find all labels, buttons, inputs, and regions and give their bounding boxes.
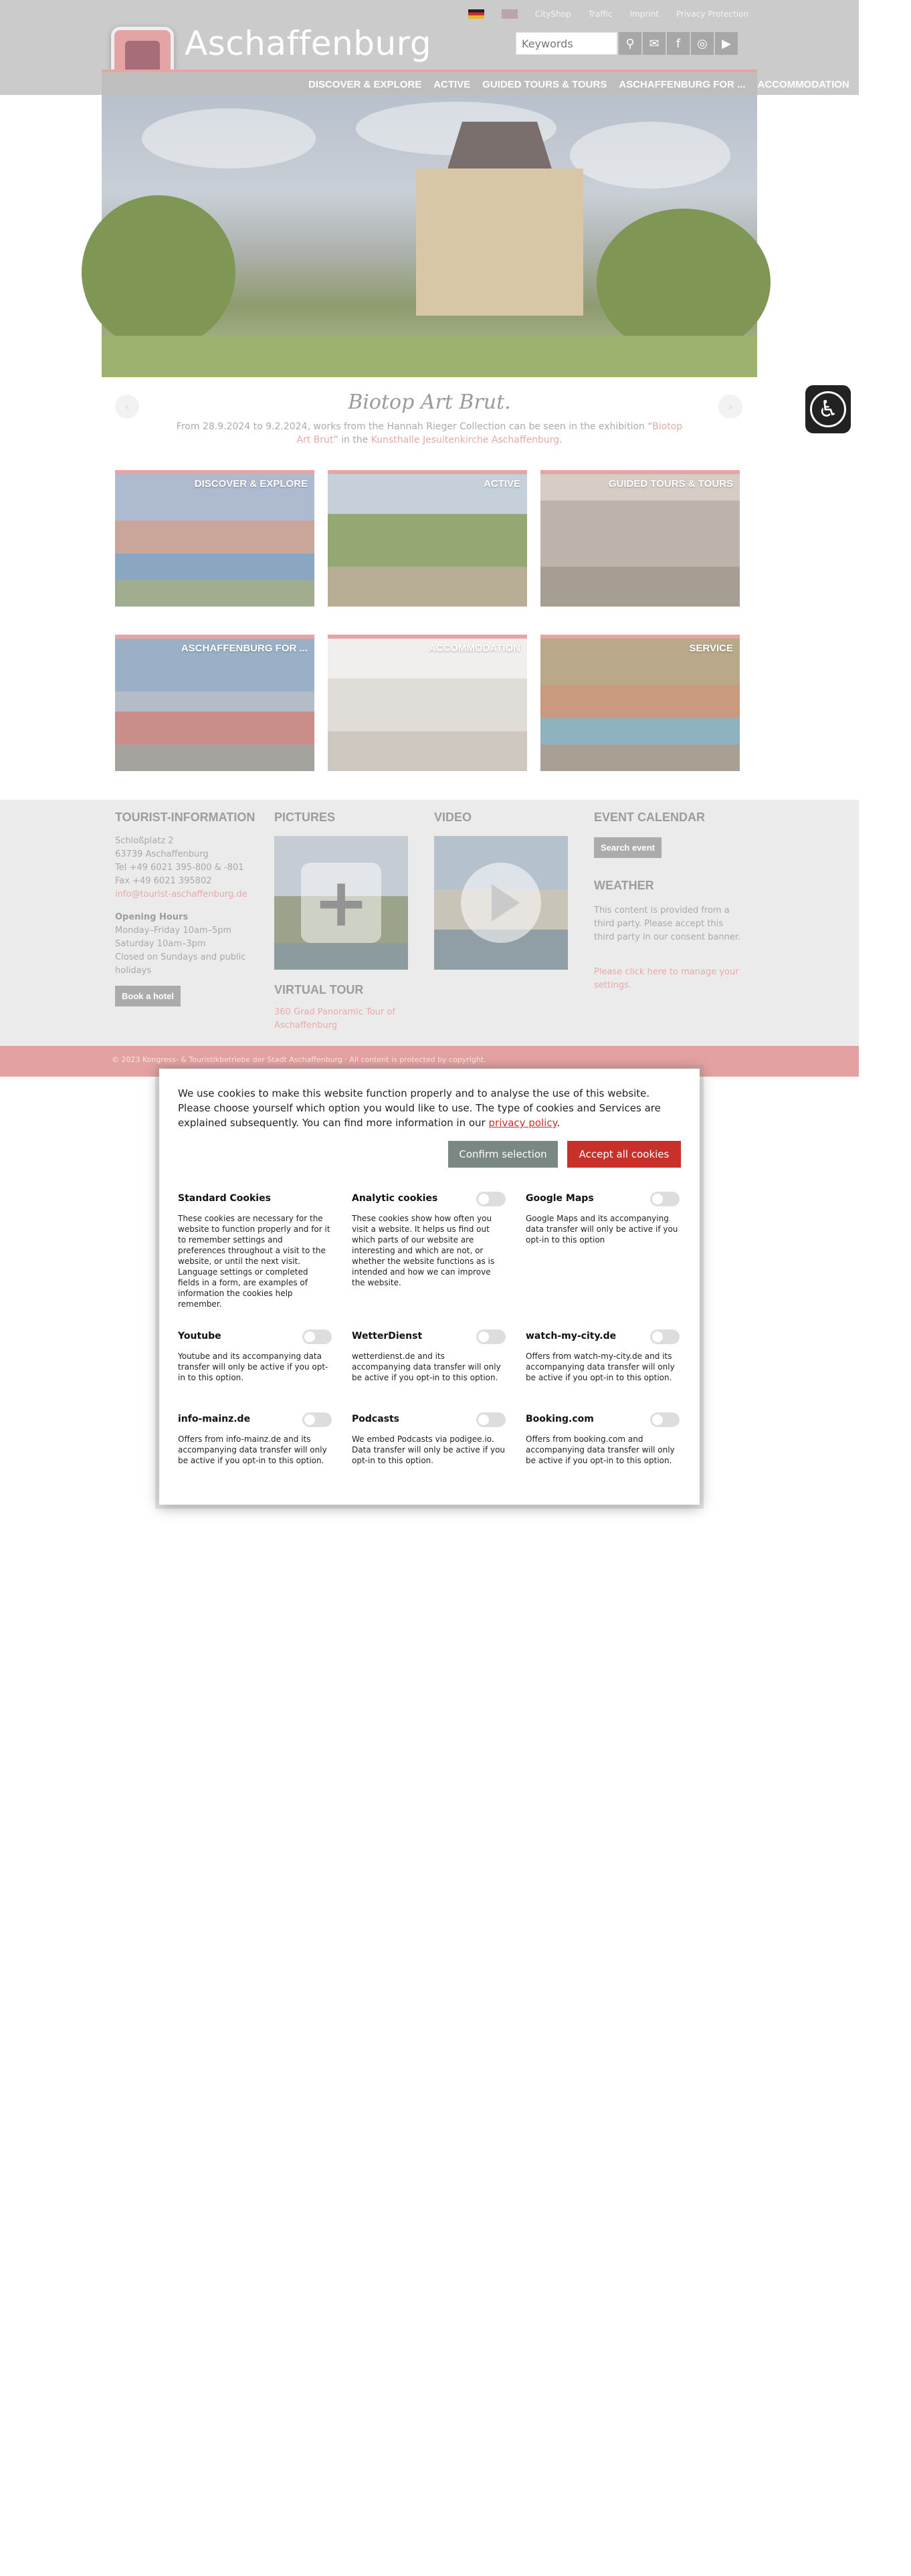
top-links (468, 9, 748, 19)
tile-discover[interactable] (115, 470, 314, 607)
accessibility-icon: ♿ (810, 391, 846, 427)
cookie-consent-dialog (159, 1069, 700, 1505)
tile-guided-tours[interactable] (540, 470, 740, 607)
address-line: Schloßplatz 2 (115, 836, 174, 846)
tile-label: SERVICE (689, 643, 733, 654)
accessibility-button[interactable] (805, 385, 851, 433)
cookie-category-analytic (352, 1193, 506, 1288)
accept-all-cookies-button[interactable]: Accept all cookies (567, 1141, 681, 1168)
cookie-category-desc: Youtube and its accompanying data transfer will only be active if you opt-in to this option. (178, 1352, 328, 1382)
pictures-heading: PICTURES (274, 811, 336, 824)
teaser-text-part: . (559, 435, 563, 445)
teaser-text-part: From 28.9.2024 to 9.2.2024, works from the Hannah Rieger Collection can be seen in the exhibition “ (176, 421, 653, 432)
youtube-icon[interactable]: ▶ (715, 32, 738, 55)
cookie-intro-part: . (556, 1117, 561, 1129)
nav-discover[interactable]: DISCOVER & EXPLORE (308, 79, 422, 90)
search-input[interactable] (516, 32, 617, 55)
cookie-category-title: WetterDienst (352, 1331, 423, 1341)
podcasts-toggle[interactable] (476, 1412, 506, 1427)
pictures-gallery-thumbnail[interactable] (274, 836, 408, 970)
copyright-text: © 2023 Kongress- & Touristikbetriebe der Stadt Aschaffenburg · All content is protected by copyright. (112, 1055, 486, 1064)
cookie-intro-text (178, 1086, 680, 1130)
cookie-category-desc: wetterdienst.de and its accompanying data transfer will only be active if you opt-in to this option. (352, 1352, 501, 1382)
cookie-category-title: Google Maps (526, 1193, 594, 1204)
slider-prev-arrow-icon[interactable]: ‹ (115, 395, 139, 419)
tile-accommodation[interactable] (328, 635, 527, 771)
google-maps-toggle[interactable] (650, 1192, 680, 1206)
tile-label: ACTIVE (483, 478, 520, 490)
cookie-category-booking (526, 1414, 680, 1466)
english-flag-icon[interactable] (502, 9, 518, 19)
nav-active[interactable]: ACTIVE (433, 79, 471, 90)
cookie-category-google-maps (526, 1193, 680, 1245)
site-logo-text[interactable]: Aschaffenburg (185, 24, 432, 63)
info-mainz-toggle[interactable] (302, 1412, 332, 1427)
link-privacy[interactable]: Privacy Protection (676, 9, 748, 19)
virtual-tour-link[interactable]: 360 Grad Panoramic Tour of Aschaffenburg (274, 1007, 395, 1031)
confirm-selection-button[interactable]: Confirm selection (448, 1141, 558, 1168)
link-imprint[interactable]: Imprint (629, 9, 660, 19)
wetterdienst-toggle[interactable] (476, 1329, 506, 1344)
tile-label: ASCHAFFENBURG FOR ... (181, 643, 308, 654)
tile-aschaffenburg-for[interactable] (115, 635, 314, 771)
hours-line: Closed on Sundays and public (115, 952, 246, 962)
teaser-title: Biotop Art Brut. (348, 391, 511, 414)
nav-accommodation[interactable]: ACCOMMODATION (757, 79, 849, 90)
address-line: 63739 Aschaffenburg (115, 849, 209, 859)
hero-image (102, 95, 757, 377)
cookie-category-title: info-mainz.de (178, 1414, 251, 1424)
cookie-category-wetterdienst (352, 1331, 506, 1383)
link-cityshop[interactable]: CityShop (534, 9, 571, 19)
cookie-category-desc: We embed Podcasts via podigee.io. Data transfer will only be active if you opt-in to this option. (352, 1434, 506, 1465)
main-navigation (102, 70, 906, 95)
cookie-category-title: Booking.com (526, 1414, 594, 1424)
virtual-tour-heading: VIRTUAL TOUR (274, 983, 364, 996)
weather-heading: WEATHER (594, 879, 654, 892)
cookie-category-watch-my-city (526, 1331, 680, 1383)
mail-icon[interactable]: ✉ (643, 32, 666, 55)
watch-my-city-toggle[interactable] (650, 1329, 680, 1344)
cookie-category-title: Analytic cookies (352, 1193, 438, 1204)
german-flag-icon[interactable] (468, 9, 484, 19)
tile-label: ACCOMMODATION (428, 643, 520, 654)
cookie-category-youtube (178, 1331, 332, 1383)
privacy-policy-link[interactable]: privacy policy (488, 1117, 557, 1129)
search-event-button[interactable]: Search event (594, 837, 662, 858)
cookie-category-desc: Offers from info-mainz.de and its accompanying data transfer will only be active if you opt-in to this option. (178, 1434, 327, 1465)
opening-hours (115, 924, 245, 978)
cookie-category-podcasts (352, 1414, 506, 1466)
email-link[interactable]: info@tourist-aschaffenburg.de (115, 889, 247, 899)
booking-toggle[interactable] (650, 1412, 680, 1427)
video-thumbnail[interactable] (434, 836, 568, 970)
cookie-category-desc: Offers from booking.com and accompanying data transfer will only be active if you opt-in to this option. (526, 1434, 675, 1465)
cookie-category-desc: These cookies show how often you visit a website. It helps us find out which parts of our website are interesting and which are not, or whether the website functions as is intended and how we can improve the website. (352, 1214, 495, 1287)
cookie-category-title: Podcasts (352, 1414, 400, 1424)
cookie-category-desc: Offers from watch-my-city.de and its accompanying data transfer will only be active if you opt-in to this option. (526, 1352, 675, 1382)
nav-service[interactable]: SERVICE (861, 79, 906, 90)
cookie-category-title: watch-my-city.de (526, 1331, 617, 1341)
nav-guided-tours[interactable]: GUIDED TOURS & TOURS (482, 79, 607, 90)
cookie-category-title: Youtube (178, 1331, 221, 1341)
cookie-category-info-mainz (178, 1414, 332, 1466)
slider-next-arrow-icon[interactable]: › (718, 395, 742, 419)
event-calendar-heading: EVENT CALENDAR (594, 811, 706, 824)
book-hotel-button[interactable]: Book a hotel (115, 986, 181, 1006)
cookie-category-desc: Google Maps and its accompanying data transfer will only be active if you opt-in to this option (526, 1214, 678, 1245)
facebook-icon[interactable]: f (667, 32, 690, 55)
footer-info (0, 800, 859, 1046)
opening-hours-heading: Opening Hours (115, 912, 189, 922)
instagram-icon[interactable]: ◎ (691, 32, 714, 55)
weather-consent-text: This content is provided from a third party. Please accept this third party in our consent banner. (594, 905, 741, 942)
youtube-toggle[interactable] (302, 1329, 332, 1344)
tourist-address (115, 835, 247, 901)
cookie-intro-part: We use cookies to make this website function properly and to analyse the use of this website. Please choose yourself which option you would like to use. The type of cookies and Services are explained subsequently. You can find more information in our (178, 1087, 661, 1129)
plus-icon: + (301, 863, 381, 943)
tile-service[interactable] (540, 635, 740, 771)
search-icon[interactable]: ⚲ (619, 32, 641, 55)
site-header (0, 0, 906, 95)
tile-label: DISCOVER & EXPLORE (194, 478, 308, 490)
play-icon (461, 863, 541, 943)
phone-line: Tel +49 6021 395-800 & -801 (115, 863, 244, 873)
analytic-toggle[interactable] (476, 1192, 506, 1206)
video-heading: VIDEO (434, 811, 472, 824)
cookie-category-title: Standard Cookies (178, 1193, 271, 1204)
fax-line: Fax +49 6021 395802 (115, 876, 212, 886)
cookie-category-standard (178, 1193, 332, 1309)
teaser-exhibition-link[interactable]: Biotop Art Brut (296, 421, 683, 445)
teaser-text-part: ” in the (333, 435, 371, 445)
cookie-category-desc: These cookies are necessary for the website to function properly and for it to remember settings and preferences throughout a visit to the website, or until the next visit. Language settings or completed fields in a form, are examples of information the cookies help remember. (178, 1214, 330, 1309)
link-traffic[interactable]: Traffic (588, 9, 613, 19)
teaser-text (169, 420, 690, 447)
hours-line: holidays (115, 966, 152, 976)
hours-line: Saturday 10am–3pm (115, 939, 206, 949)
hours-line: Monday–Friday 10am–5pm (115, 926, 232, 936)
tile-active[interactable] (328, 470, 527, 607)
nav-aschaffenburg-for[interactable]: ASCHAFFENBURG FOR ... (619, 79, 746, 90)
tile-label: GUIDED TOURS & TOURS (608, 478, 733, 490)
teaser-kunsthalle-link[interactable]: Kunsthalle Jesuitenkirche Aschaffenburg (371, 435, 560, 445)
weather-settings-link[interactable]: Please click here to manage your settings. (594, 967, 739, 990)
tourist-info-heading: TOURIST-INFORMATION (115, 811, 256, 824)
